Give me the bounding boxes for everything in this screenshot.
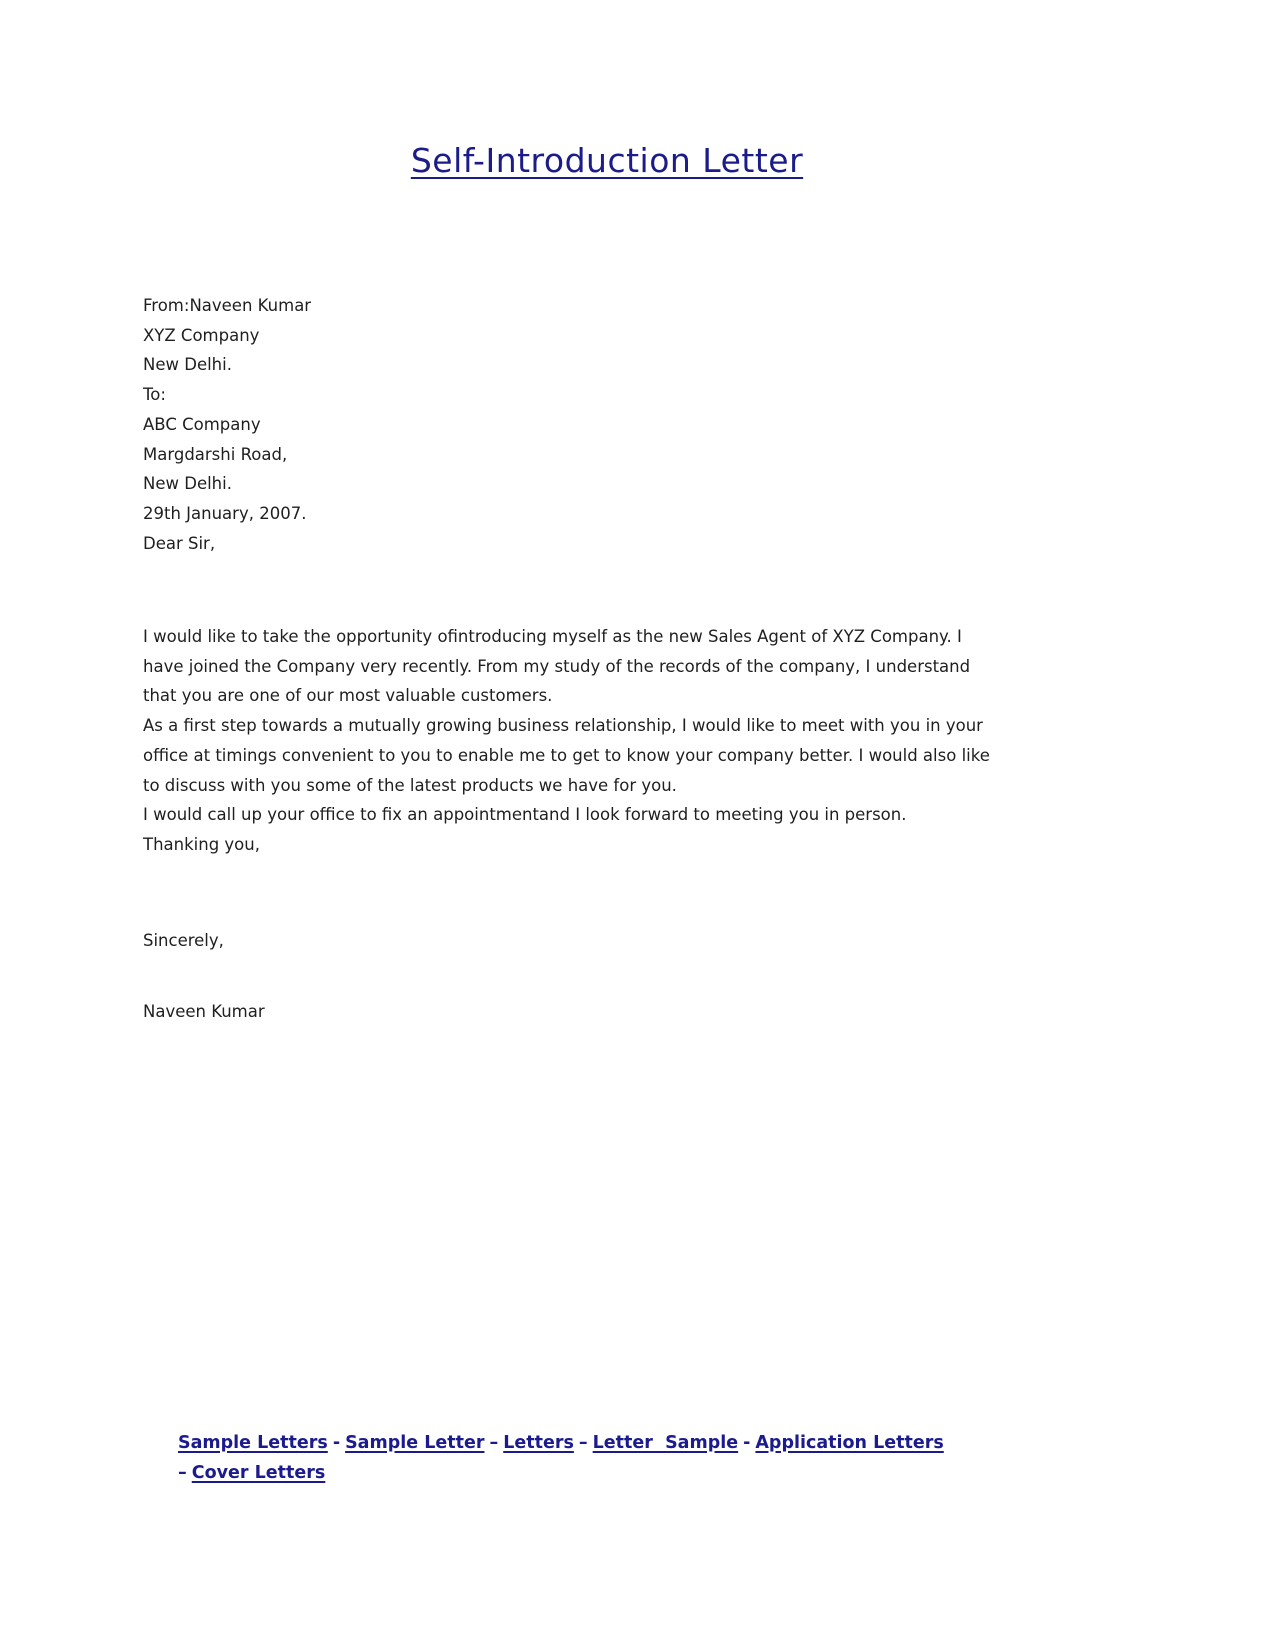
from-city: New Delhi. <box>143 355 232 375</box>
body-line: to discuss with you some of the latest products we have for you. <box>143 775 677 795</box>
to-label: To: <box>143 385 166 405</box>
signature: Naveen Kumar <box>143 1002 265 1022</box>
footer-link-sample-letter[interactable]: Sample Letter <box>345 1433 485 1453</box>
salutation: Dear Sir, <box>143 533 216 553</box>
to-company: ABC Company <box>143 414 261 434</box>
address-block <box>143 291 311 558</box>
footer-link-cover-letters[interactable]: Cover Letters <box>191 1463 326 1483</box>
footer-link-application-letters[interactable]: Application Letters <box>755 1433 944 1453</box>
body-line: that you are one of our most valuable customers. <box>143 686 553 706</box>
letter-date: 29th January, 2007. <box>143 503 307 523</box>
dash-separator: - <box>743 1433 751 1453</box>
footer-links <box>178 1428 1078 1488</box>
body-line: office at timings convenient to you to enable me to get to know your company better. I would also like <box>143 745 990 765</box>
dash-separator: – <box>178 1463 187 1483</box>
body-line: As a first step towards a mutually growing business relationship, I would like to meet with you in your <box>143 716 983 736</box>
closing: Sincerely, <box>143 930 224 950</box>
footer-link-sample-letters[interactable]: Sample Letters <box>178 1433 328 1453</box>
body-line: I would call up your office to fix an appointmentand I look forward to meeting you in person. <box>143 805 907 825</box>
body-line: Thanking you, <box>143 834 260 854</box>
body-line: have joined the Company very recently. From my study of the records of the company, I understand <box>143 656 971 676</box>
footer-line-2 <box>178 1458 1078 1488</box>
body-line: I would like to take the opportunity ofintroducing myself as the new Sales Agent of XYZ Company. I <box>143 627 962 646</box>
dash-separator: – <box>489 1433 499 1453</box>
page-title: Self-Introduction Letter <box>410 141 804 180</box>
dash-separator: – <box>578 1433 588 1453</box>
from-company: XYZ Company <box>143 325 260 345</box>
footer-link-letters[interactable]: Letters <box>503 1433 574 1453</box>
dash-separator: - <box>332 1433 341 1453</box>
to-street: Margdarshi Road, <box>143 444 288 464</box>
to-city: New Delhi. <box>143 474 232 494</box>
footer-link-letter-sample[interactable]: Letter Sample <box>592 1433 739 1453</box>
from-line: From:Naveen Kumar <box>143 296 312 315</box>
letter-body <box>143 622 1088 1027</box>
footer-line-1 <box>178 1428 1078 1458</box>
